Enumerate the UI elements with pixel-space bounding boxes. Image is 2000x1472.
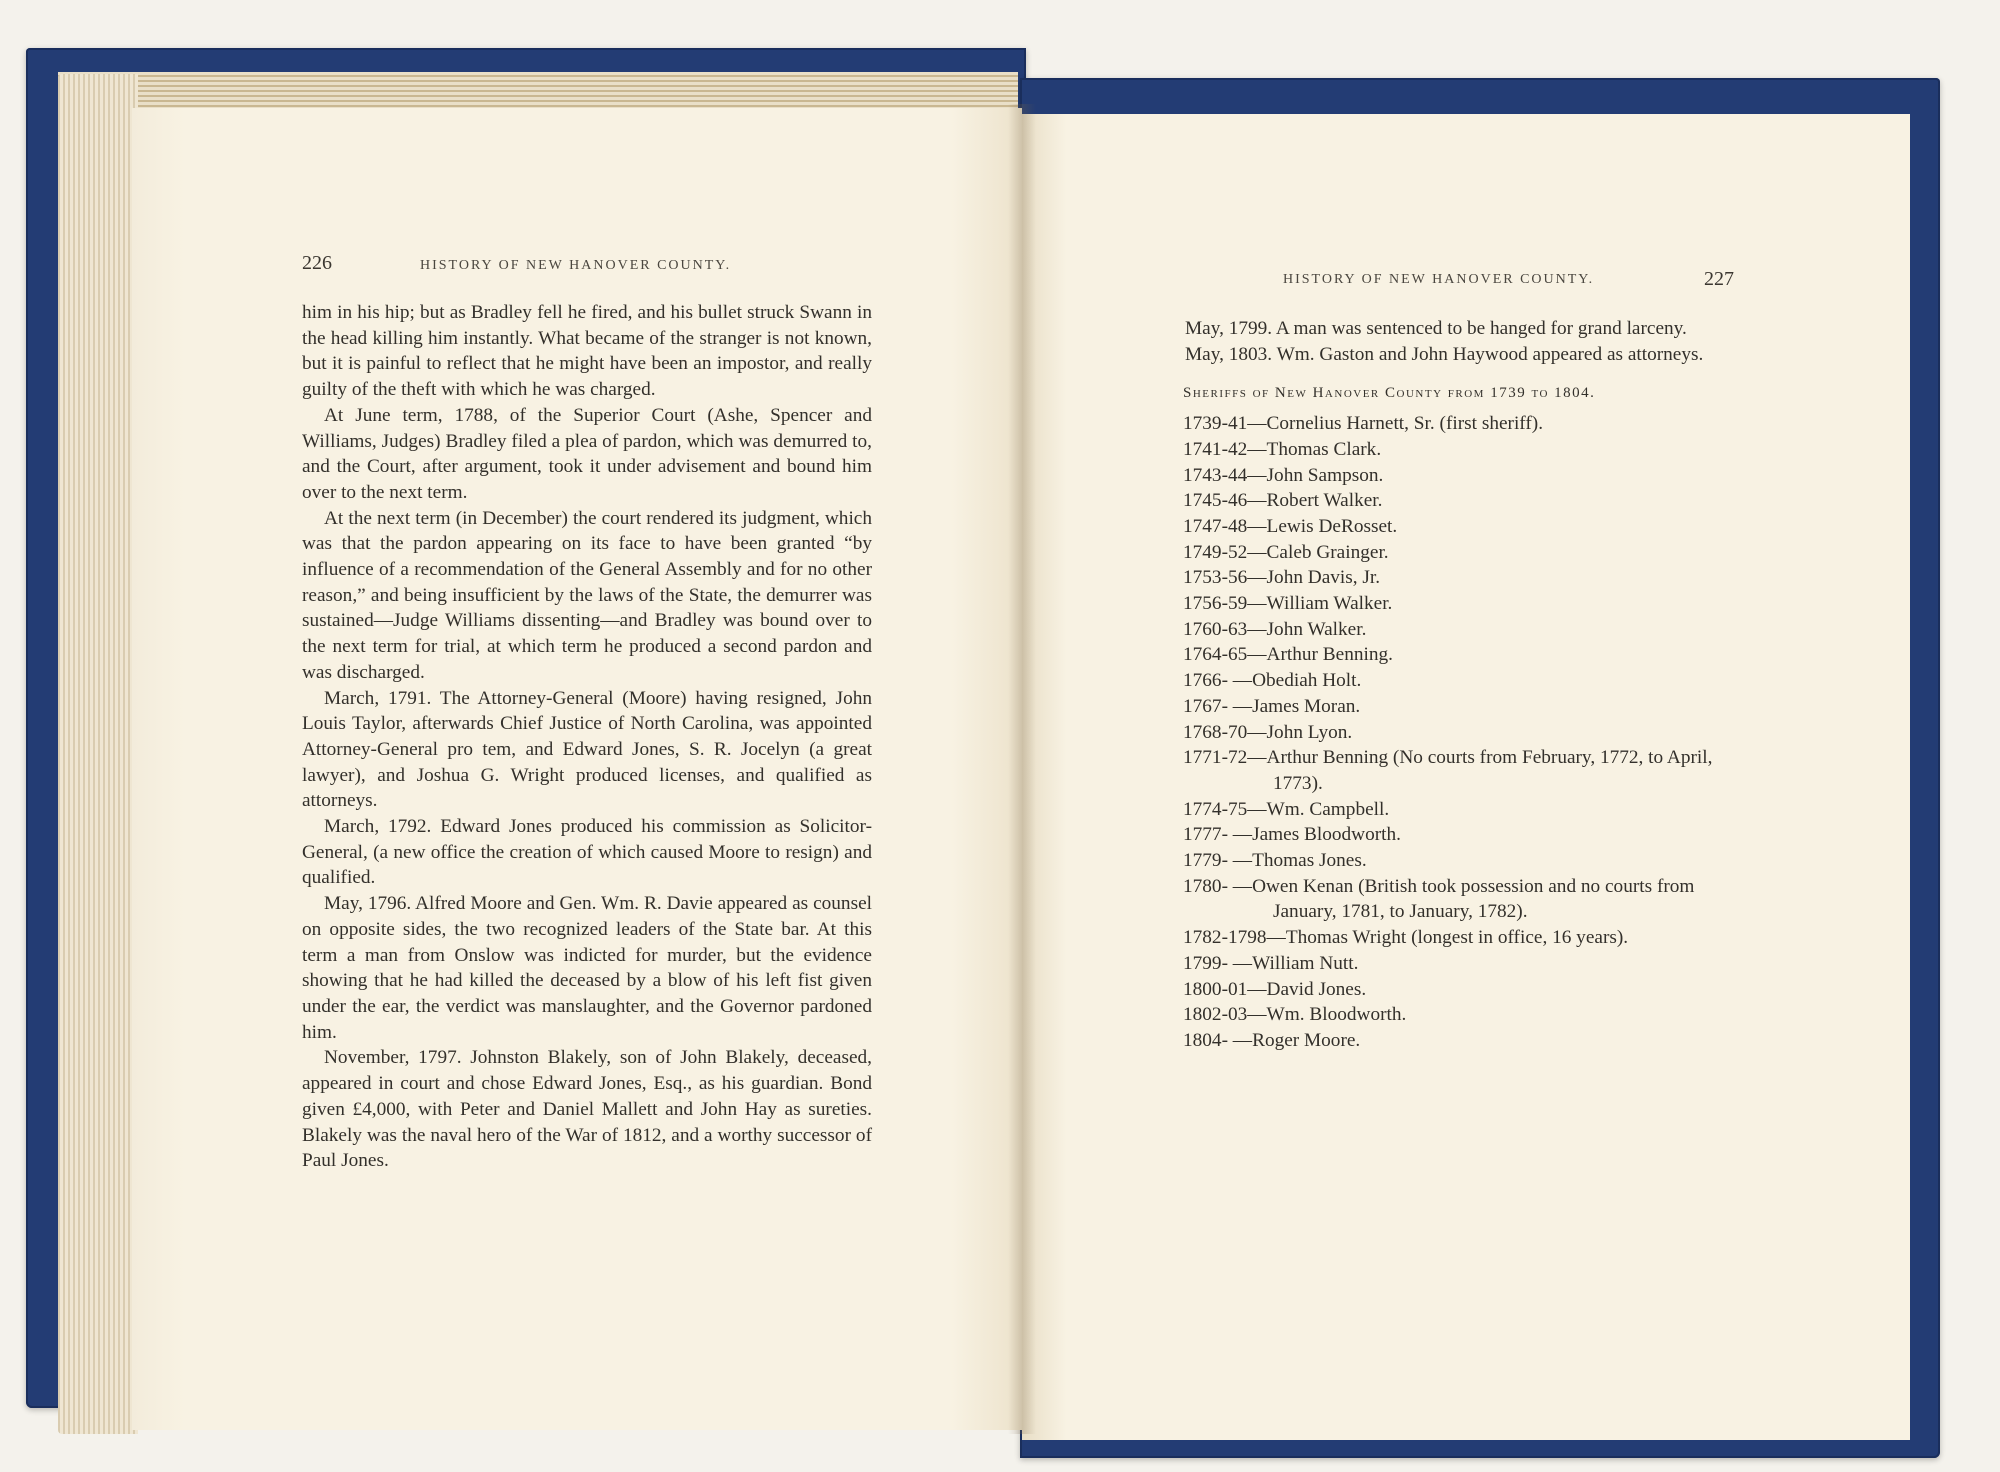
sheriff-entry: 1782-1798—Thomas Wright (longest in office, 16 years). <box>1183 927 1629 949</box>
sheriff-entry: 1753-56—John Davis, Jr. <box>1183 567 1381 589</box>
page-number-right: 227 <box>1704 268 1734 290</box>
sheriff-entry: 1771-72—Arthur Benning (No courts from February, 1772, to April, 1773). <box>1183 747 1713 794</box>
running-head-right: HISTORY OF NEW HANOVER COUNTY. <box>1283 272 1595 287</box>
page-number-left: 226 <box>302 252 332 274</box>
sheriff-entry: 1767- —James Moran. <box>1183 695 1361 717</box>
paragraph: At the next term (in December) the court rendered its judgment, which was that the pardon appearing on its face to have been granted “by influence of a recommendation of the General Assembly and for no other reason,” and being insufficient by the laws of the State, the demurrer was sustained—Judge Williams dissenting—and Bradley was bound over to the next term for trial, at which term he produced a second pardon and was discharged. <box>302 507 872 683</box>
paragraph: him in his hip; but as Bradley fell he fired, and his bullet struck Swann in the head killing him instantly. What became of the stranger is not known, but it is painful to reflect that he might have been an impostor, and really guilty of the theft with which he was charged. <box>302 302 872 401</box>
paragraph: March, 1791. The Attorney-General (Moore) having resigned, John Louis Taylor, afterwards Chief Justice of North Carolina, was appointed Attorney-General pro tem, and Edward Jones, S. R. Jocelyn (a great lawyer), and Joshua G. Wright produced licenses, and qualified as attorneys. <box>302 687 872 812</box>
book-gutter <box>1008 104 1036 1434</box>
paragraph: May, 1796. Alfred Moore and Gen. Wm. R. Davie appeared as counsel on opposite sides, the two recognized leaders of the State bar. At this term a man from Onslow was indicted for murder, but the evidence showing that he had killed the deceased by a blow of his left fist given under the ear, the verdict was manslaughter, and the Governor pardoned him. <box>302 893 872 1043</box>
sheriff-entry: 1745-46—Robert Walker. <box>1183 490 1383 512</box>
page-block-side-edge <box>58 74 138 1434</box>
sheriffs-list <box>1163 411 1733 1054</box>
paragraph: May, 1803. Wm. Gaston and John Haywood appeared as attorneys. <box>1185 343 1704 365</box>
sheriff-entry: 1766- —Obediah Holt. <box>1183 670 1362 692</box>
sheriff-entry: 1768-70—John Lyon. <box>1183 721 1353 743</box>
paragraph: May, 1799. A man was sentenced to be hanged for grand larceny. <box>1185 318 1687 339</box>
sheriff-entry: 1780- —Owen Kenan (British took possession and no courts from January, 1781, to January, 1782). <box>1183 875 1695 923</box>
left-page-text <box>302 300 872 1174</box>
sheriff-entry: 1802-03—Wm. Bloodworth. <box>1183 1004 1407 1026</box>
sheriff-entry: 1777- —James Bloodworth. <box>1183 824 1401 846</box>
sheriff-entry: 1760-63—John Walker. <box>1183 618 1367 640</box>
paragraph: March, 1792. Edward Jones produced his commission as Solicitor-General, (a new office the creation of which caused Moore to resign) and qualified. <box>302 816 872 889</box>
sheriff-entry: 1779- —Thomas Jones. <box>1183 850 1367 872</box>
sheriff-entry: 1764-65—Arthur Benning. <box>1183 644 1393 666</box>
sheriff-entry: 1739-41—Cornelius Harnett, Sr. (first sheriff). <box>1183 413 1544 435</box>
sheriff-entry: 1747-48—Lewis DeRosset. <box>1183 515 1398 537</box>
sheriff-entry: 1743-44—John Sampson. <box>1183 464 1384 486</box>
page-block-top-edge <box>58 72 1018 112</box>
sheriff-entry: 1741-42—Thomas Clark. <box>1183 438 1382 460</box>
paragraph: November, 1797. Johnston Blakely, son of John Blakely, deceased, appeared in court and chose Edward Jones, Esq., as his guardian. Bond given £4,000, with Peter and Daniel Mallett and John Hay as sureties. Blakely was the naval hero of the War of 1812, and a worthy successor of Paul Jones. <box>302 1047 872 1172</box>
sheriff-entry: 1799- —William Nutt. <box>1183 952 1359 974</box>
sheriff-entry: 1774-75—Wm. Campbell. <box>1183 798 1390 820</box>
sheriff-entry: 1756-59—William Walker. <box>1183 593 1393 615</box>
running-head-left: HISTORY OF NEW HANOVER COUNTY. <box>420 258 732 273</box>
sheriff-entry: 1800-01—David Jones. <box>1183 978 1367 1000</box>
sheriffs-heading: Sheriffs of New Hanover County from 1739 to 1804. <box>1183 385 1596 402</box>
right-page-text <box>1163 316 1733 1054</box>
sheriff-entry: 1749-52—Caleb Grainger. <box>1183 541 1389 563</box>
paragraph: At June term, 1788, of the Superior Court (Ashe, Spencer and Williams, Judges) Bradley filed a plea of pardon, which was demurred to, and the Court, after argument, took it under advisement and bound him over to the next term. <box>302 404 872 503</box>
sheriff-entry: 1804- —Roger Moore. <box>1183 1029 1361 1051</box>
